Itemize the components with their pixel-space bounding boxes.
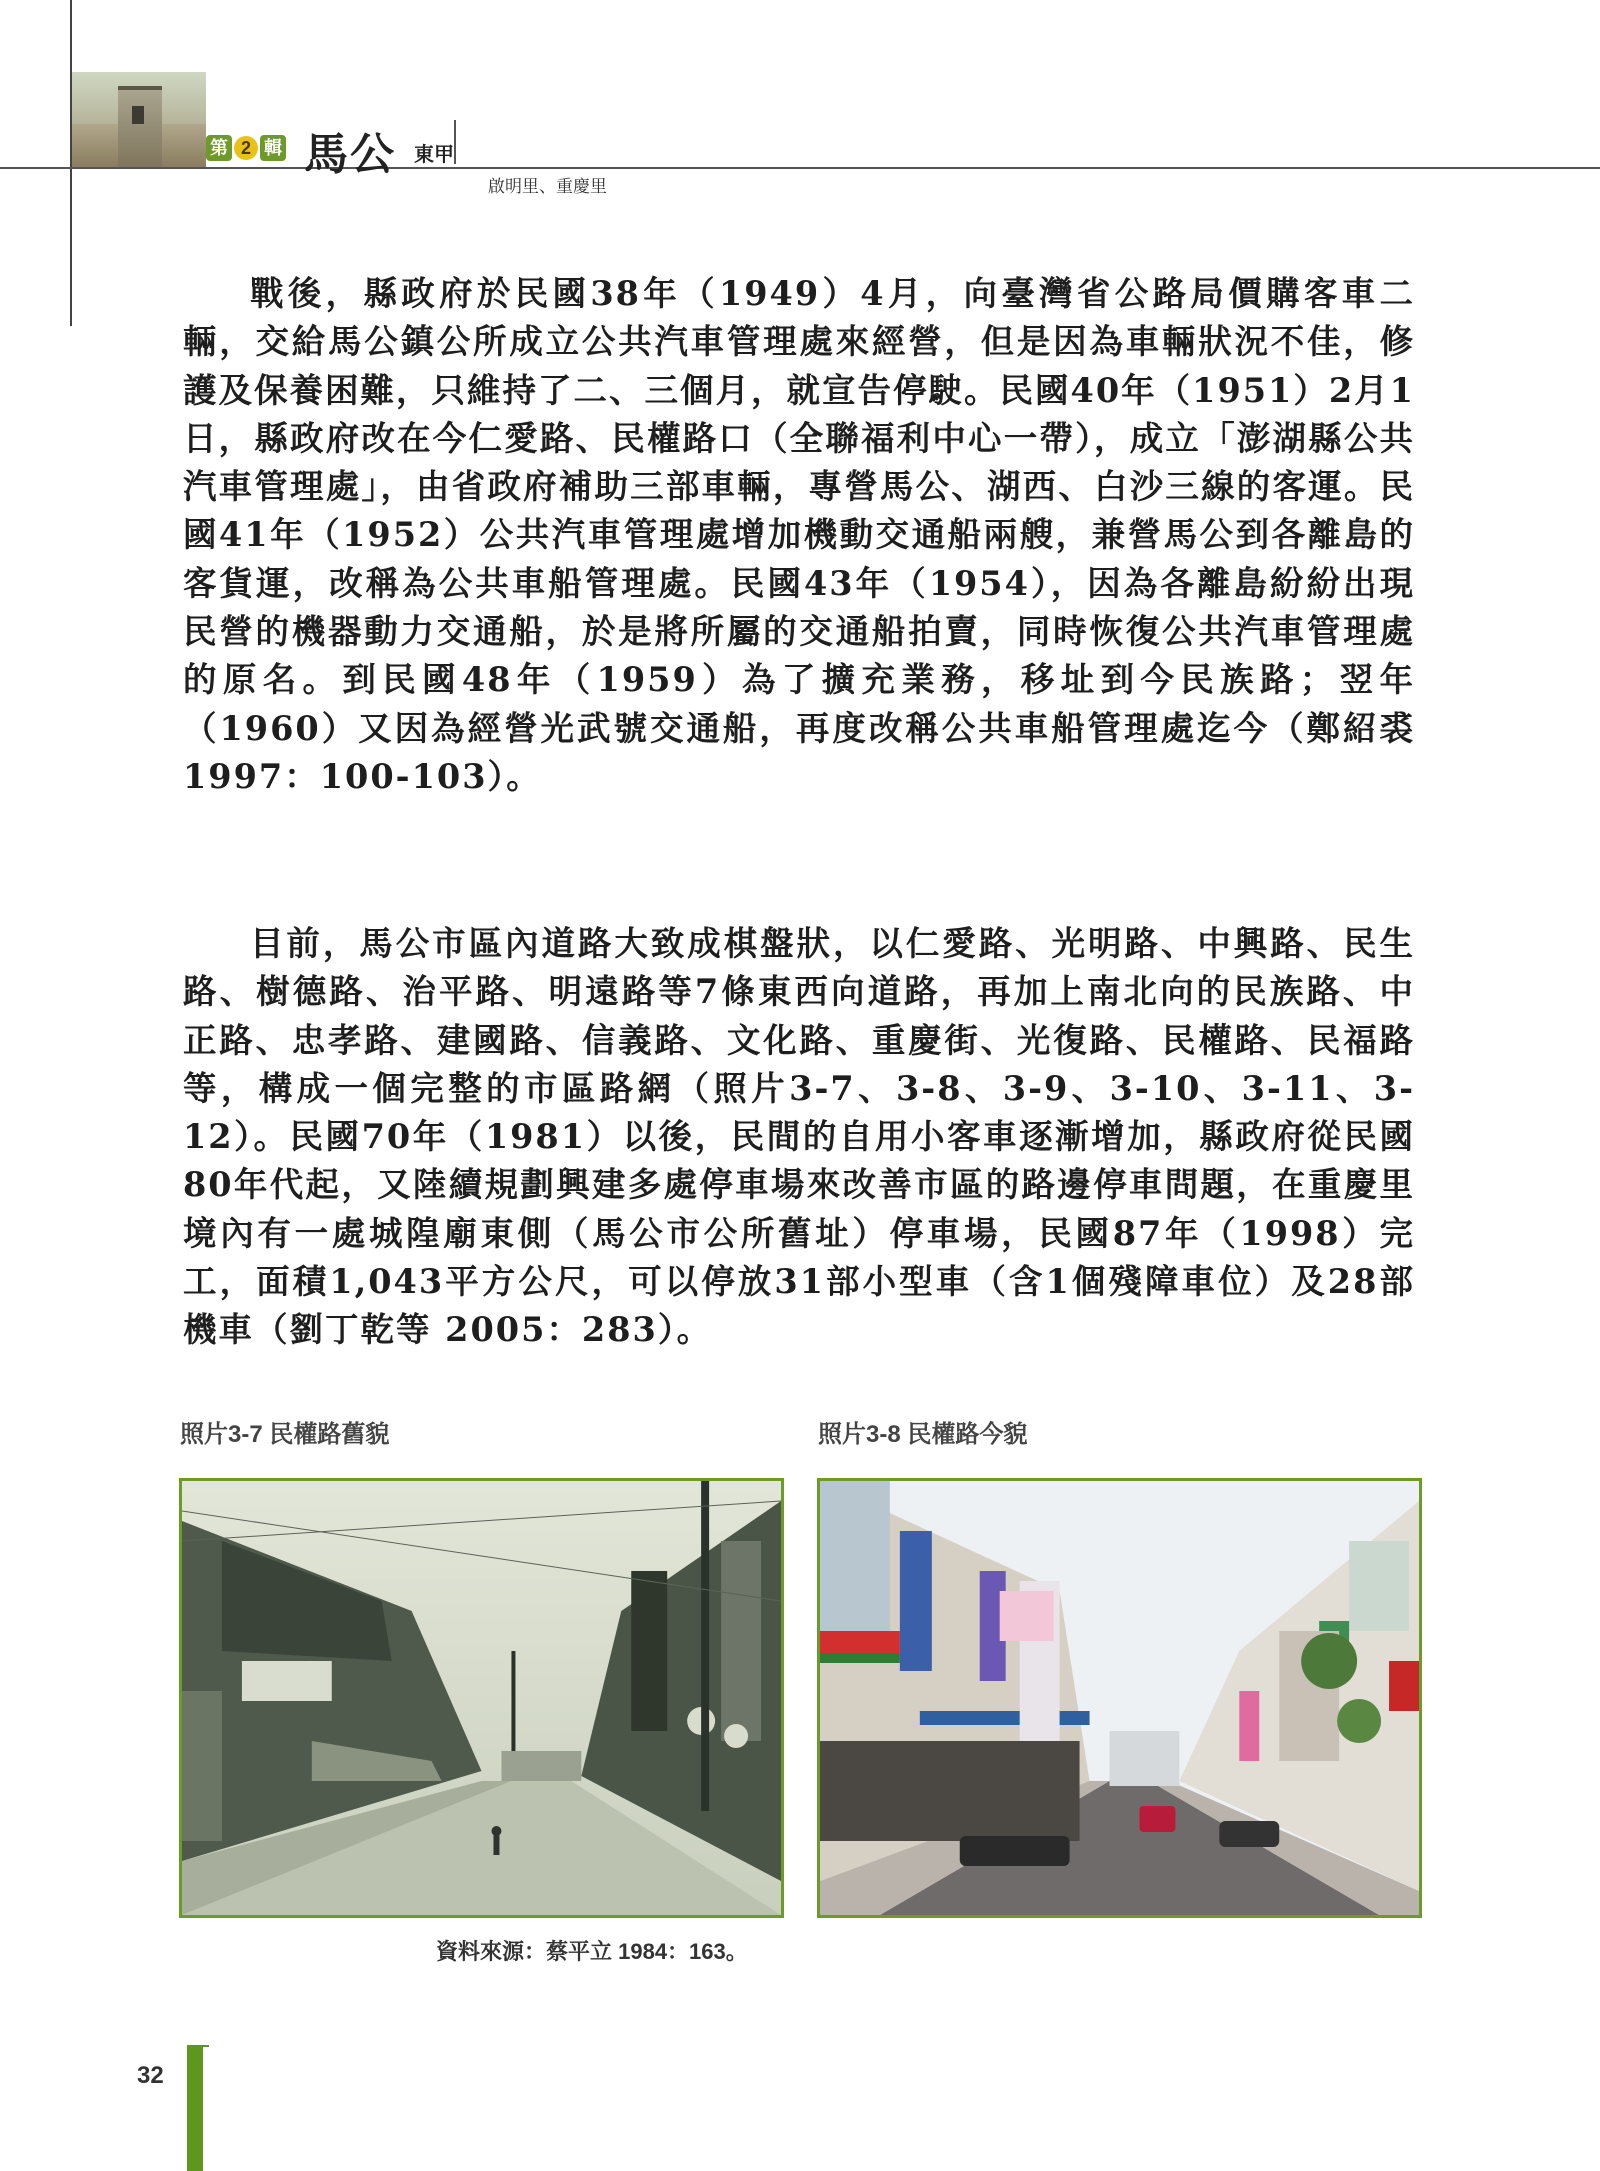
photo-old-minquan-road [179, 1478, 784, 1918]
photo-source-note: 資料來源：蔡平立 1984：163。 [436, 1939, 748, 1964]
old-street-illustration [182, 1481, 781, 1915]
chapter-number: 2 [234, 136, 258, 160]
photo-caption-3-8: 照片3-8 民權路今貌 [818, 1421, 1028, 1448]
modern-street-illustration [820, 1481, 1419, 1915]
header-building-thumbnail [72, 72, 206, 167]
title-divider [454, 120, 456, 164]
header-horizontal-rule [0, 167, 1600, 169]
chapter-prefix: 第 [206, 135, 232, 161]
page-number: 32 [137, 2062, 164, 2089]
chapter-badge [206, 133, 286, 163]
district-tag: 啟明里、重慶里 [488, 177, 607, 196]
building-tower [118, 86, 162, 167]
photo-current-minquan-road [817, 1478, 1422, 1918]
footer-accent-bar [187, 2045, 203, 2171]
body-paragraph-2: 目前，馬公市區內道路大致成棋盤狀，以仁愛路、光明路、中興路、民生路、樹德路、治平路、明遠路等7條東西向道路，再加上南北向的民族路、中正路、忠孝路、建國路、信義路、文化路、重慶街、光復路、民權路、民福路等，構成一個完整的市區路網（照片3-7、3-8、3-9、3-10、3-11、3-12）。民國70年（1981）以後，民間的自用小客車逐漸增加，縣政府從民國80年代起，又陸續規劃興建多處停車場來改善市區的路邊停車問題，在重慶里境內有一處城隍廟東側（馬公市公所舊址）停車場，民國87年（1998）完工，面積1,043平方公尺，可以停放31部小型車（含1個殘障車位）及28部機車（劉丁乾等 2005：283）。 [183, 924, 1415, 1350]
photo-caption-3-7: 照片3-7 民權路舊貌 [180, 1421, 390, 1448]
section-title-sub: 東甲 [414, 142, 454, 166]
chapter-suffix: 輯 [260, 135, 286, 161]
section-title: 馬公 [304, 129, 396, 180]
body-paragraph-1: 戰後，縣政府於民國38年（1949）4月，向臺灣省公路局價購客車二輛，交給馬公鎮公所成立公共汽車管理處來經營，但是因為車輛狀況不佳，修護及保養困難，只維持了二、三個月，就宣告停駛。民國40年（1951）2月1日，縣政府改在今仁愛路、民權路口（全聯福利中心一帶），成立「澎湖縣公共汽車管理處」，由省政府補助三部車輛，專營馬公、湖西、白沙三線的客運。民國41年（1952）公共汽車管理處增加機動交通船兩艘，兼營馬公到各離島的客貨運，改稱為公共車船管理處。民國43年（1954），因為各離島紛紛出現民營的機器動力交通船，於是將所屬的交通船拍賣，同時恢復公共汽車管理處的原名。到民國48年（1959）為了擴充業務，移址到今民族路；翌年（1960）又因為經營光武號交通船，再度改稱公共車船管理處迄今（鄭紹裘 1997：100-103）。 [183, 274, 1415, 796]
